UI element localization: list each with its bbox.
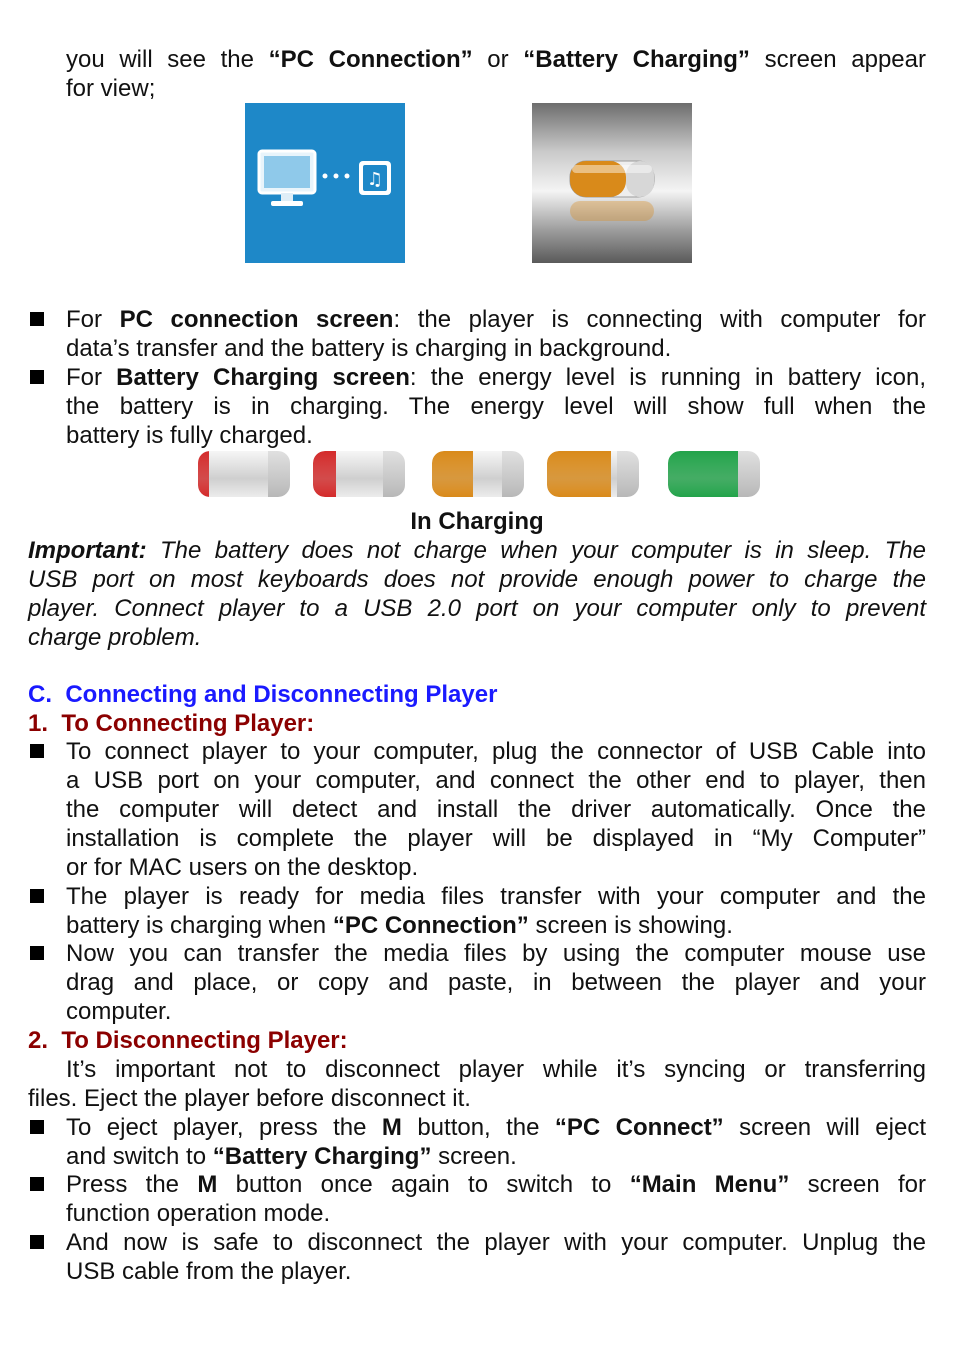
battery-level-4-icon [547, 451, 639, 497]
disconnect-para-line-1: It’s important not to disconnect player while it’s syncing or transferring [66, 1056, 926, 1083]
bullet-icon [30, 946, 44, 960]
connect-b1-line-2: a USB port on your computer, and connect the other end to player, then [66, 767, 926, 794]
bullet-icon [30, 370, 44, 384]
battery-level-3-fill [432, 451, 473, 497]
connect-b1-line-5: or for MAC users on the desktop. [66, 854, 419, 881]
battery-caption: In Charging [410, 508, 544, 535]
connect-b2-line-2: battery is charging when “PC Connection” screen is showing. [66, 912, 733, 939]
disconnect-b1-line-1: To eject player, press the M button, the “PC Connect” screen will eject [66, 1114, 926, 1141]
battery-level-2-fill [313, 451, 336, 497]
bullet-icon [30, 889, 44, 903]
battery-bullet-line-3: battery is fully charged. [66, 422, 313, 449]
important-line-2: USB port on most keyboards does not provide enough power to charge the [28, 566, 926, 593]
disconnect-b3-line-1: And now is safe to disconnect the player with your computer. Unplug the [66, 1229, 926, 1256]
bullet-icon [30, 744, 44, 758]
connect-b3-line-2: drag and place, or copy and paste, in between the player and your [66, 969, 926, 996]
connect-b1-line-3: the computer will detect and install the driver automatically. Once the [66, 796, 926, 823]
battery-level-5-fill [668, 451, 740, 497]
battery-reflection-icon [570, 201, 654, 221]
intro-line-2: for view; [66, 75, 156, 102]
important-line-3: player. Connect player to a USB 2.0 port on your computer only to prevent [28, 595, 926, 622]
pc-connection-bullet-line-1: For PC connection screen: the player is connecting with computer for [66, 306, 926, 333]
important-line-1: Important: The battery does not charge when your computer is in sleep. The [28, 537, 926, 564]
connecting-heading: 1. To Connecting Player: [28, 710, 315, 737]
bullet-icon [30, 1177, 44, 1191]
battery-level-1-fill [198, 451, 209, 497]
connect-b3-line-3: computer. [66, 998, 172, 1025]
pc-connection-bullet-line-2: data’s transfer and the battery is charging in background. [66, 335, 672, 362]
battery-level-3-icon [432, 451, 524, 497]
battery-bullet-line-1: For Battery Charging screen: the energy level is running in battery icon, [66, 364, 926, 391]
battery-bullet-line-2: the battery is in charging. The energy level will show full when the [66, 393, 926, 420]
battery-level-5-icon [668, 451, 760, 497]
battery-level-2-icon [313, 451, 405, 497]
connect-b1-line-4: installation is complete the player will be displayed in “My Computer” [66, 825, 926, 852]
bullet-icon [30, 1235, 44, 1249]
pc-connection-screen-image [245, 103, 405, 263]
battery-level-4-fill [547, 451, 611, 497]
bullet-icon [30, 312, 44, 326]
battery-level-1-icon [198, 451, 290, 497]
music-player-icon [359, 161, 391, 195]
disconnect-b1-line-2: and switch to “Battery Charging” screen. [66, 1143, 517, 1170]
battery-charging-screen-image [532, 103, 692, 263]
dots-icon [323, 174, 350, 179]
important-line-4: charge problem. [28, 624, 202, 651]
monitor-icon [259, 151, 315, 206]
svg-text:♫: ♫ [366, 169, 384, 190]
bullet-icon [30, 1120, 44, 1134]
disconnect-para-line-2: files. Eject the player before disconnect it. [28, 1085, 471, 1112]
connect-b2-line-1: The player is ready for media files transfer with your computer and the [66, 883, 926, 910]
intro-line-1: you will see the “PC Connection” or “Battery Charging” screen appear [66, 46, 926, 73]
disconnect-b2-line-1: Press the M button once again to switch to “Main Menu” screen for [66, 1171, 926, 1198]
section-c-heading: C. Connecting and Disconnecting Player [28, 681, 498, 708]
connect-b1-line-1: To connect player to your computer, plug the connector of USB Cable into [66, 738, 926, 765]
disconnect-b2-line-2: function operation mode. [66, 1200, 331, 1227]
disconnect-b3-line-2: USB cable from the player. [66, 1258, 352, 1285]
connect-b3-line-1: Now you can transfer the media files by using the computer mouse use [66, 940, 926, 967]
disconnecting-heading: 2. To Disconnecting Player: [28, 1027, 348, 1054]
battery-icon [570, 161, 654, 197]
